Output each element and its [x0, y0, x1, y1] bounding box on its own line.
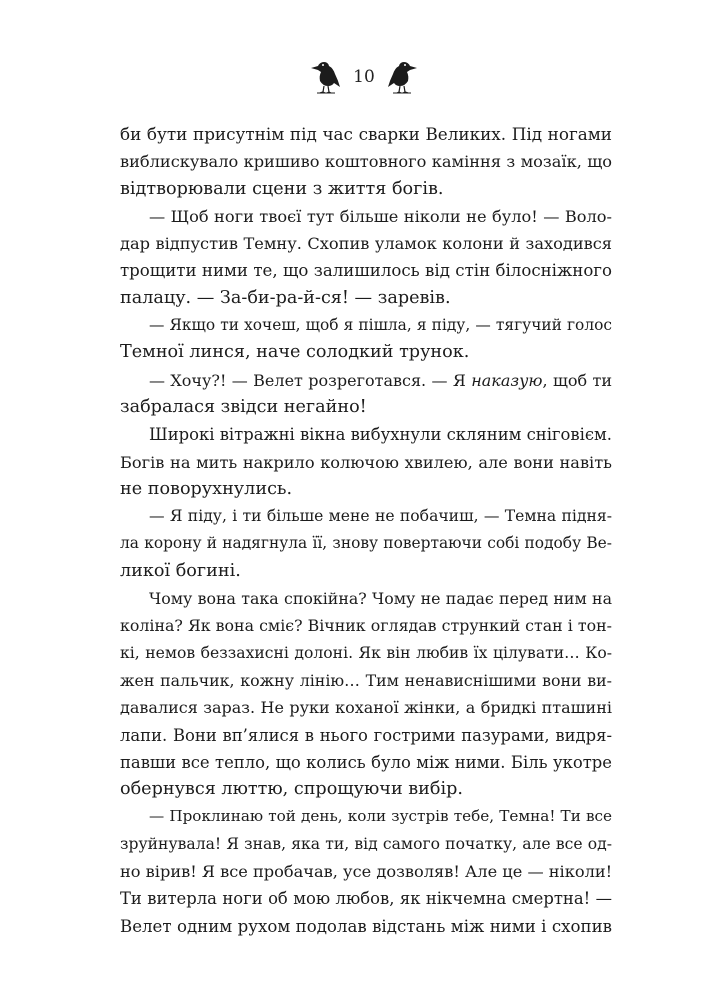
text-line: Чому вона така спокійна? Чому не падає перед ним на [149, 589, 612, 609]
text-line [120, 367, 612, 394]
text-line: Широкі вітражні вікна вибухнули скляним сніговієм. [149, 425, 612, 445]
text-line: Ти витерла ноги об мою любов, як нікчемна смертна! — [120, 889, 612, 909]
text-line: відтворювали сцени з життя богів. [120, 178, 444, 199]
text-line: не поворухнулись. [120, 478, 293, 499]
text-line: забралася звідси негайно! [120, 396, 367, 417]
text-segment: , щоб ти [542, 370, 612, 390]
page-header [0, 54, 728, 98]
text-line: лапи. Вони вп’ялися в нього гострими пазурами, видря- [120, 725, 612, 745]
text-line: но вірив! Я все пробачав, усе дозволяв! Але це — ніколи! [120, 862, 613, 882]
page-number: 10 [353, 66, 375, 87]
text-line: Богів на мить накрило колючою хвилею, але вони навіть [120, 452, 612, 472]
text-line: коліна? Як вона сміє? Вічник оглядав стрункий стан і тон- [120, 616, 612, 636]
text-line: Темної линся, наче солодкий трунок. [120, 342, 470, 363]
text-line: ликої богині. [120, 560, 241, 581]
text-line: трощити ними те, що залишилось від стін білосніжного [120, 261, 612, 281]
text-line: — Якщо ти хочеш, щоб я пішла, я піду, — тягучий голос [149, 316, 612, 335]
text-line: дар відпустив Темну. Схопив уламок колони й заходився [120, 234, 612, 254]
text-line: — Щоб ноги твоєї тут більше ніколи не було! — Воло- [149, 206, 612, 226]
raven-icon [307, 56, 343, 96]
emphasized-word: наказую [471, 370, 543, 390]
text-line: — Проклинаю той день, коли зустрів тебе, Темна! Ти все [149, 807, 612, 826]
text-line: обернувся люттю, спрощуючи вибір. [120, 779, 463, 800]
text-line: давалися зараз. Не руки коханої жінки, а бридкі пташині [120, 698, 612, 718]
text-line: кі, немов беззахисні долоні. Як він любив їх цілувати… Ко- [120, 643, 612, 662]
body-text [120, 121, 612, 940]
text-line: би бути присутнім під час сварки Великих. Під ногами [120, 124, 612, 144]
text-line: жен пальчик, кожну лінію… Тим ненависнішими вони ви- [120, 670, 612, 690]
raven-icon [385, 56, 421, 96]
text-line: палацу. — За-би-ра-й-ся! — заревів. [120, 287, 451, 308]
text-line: павши все тепло, що колись було між ними. Біль укотре [120, 752, 612, 772]
text-segment: — Хочу?! — Велет розреготався. — Я [149, 370, 472, 390]
text-line: виблискувало кришиво коштовного каміння з мозаїк, що [120, 152, 612, 172]
text-line: — Я піду, і ти більше мене не побачиш, — Темна підня- [149, 507, 612, 526]
text-line: Велет одним рухом подолав відстань між ними і схопив [120, 916, 612, 936]
text-line: ла корону й надягнула її, знову повертаючи собі подобу Ве- [120, 534, 612, 553]
text-line: зруйнувала! Я знав, яка ти, від самого початку, але все од- [120, 834, 612, 853]
